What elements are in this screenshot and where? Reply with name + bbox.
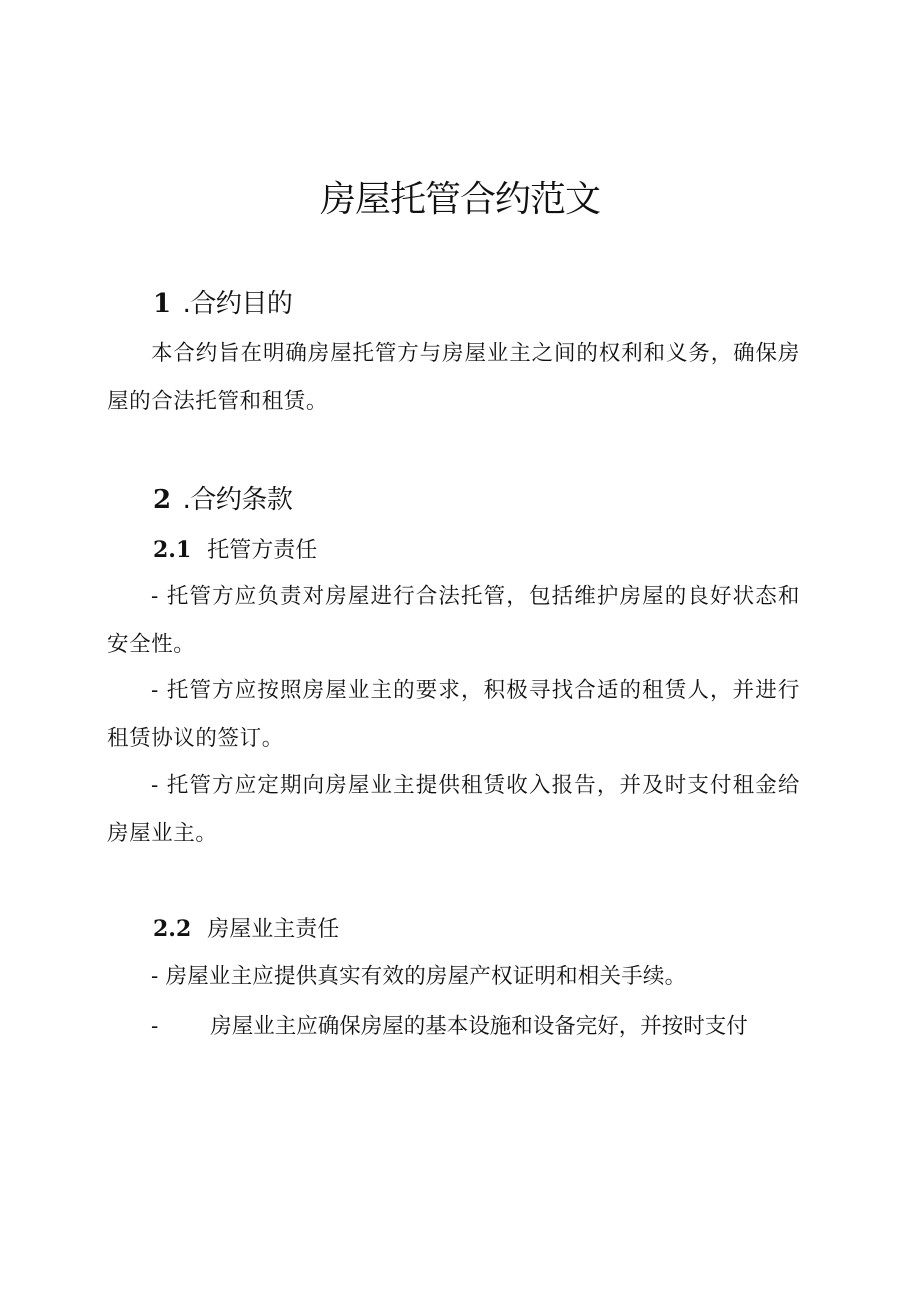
list-item: - 托管方应按照房屋业主的要求，积极寻找合适的租赁人，并进行租赁协议的签订。 [107,678,800,751]
subsection-heading-2-2 [153,914,339,945]
section-heading-1 [153,287,292,321]
list-item-text: 房屋业主应确保房屋的基本设施和设备完好，并按时支付 [210,1014,748,1039]
paragraph: 本合约旨在明确房屋托管方与房屋业主之间的权利和义务，确保房屋的合法托管和租赁。 [107,341,800,414]
subsection-heading-text: 托管方责任 [207,538,318,563]
document-title: 房屋托管合约范文 [319,179,600,220]
list-item: - 托管方应定期向房屋业主提供租赁收入报告，并及时支付租金给房屋业主。 [107,773,800,846]
section-heading-text: .合约目的 [182,289,293,319]
list-item-trailing [107,1003,800,1051]
list-item: - 房屋业主应提供真实有效的房屋产权证明和相关手续。 [151,964,687,989]
subsection-heading-2-1 [153,535,317,566]
section-heading-text: .合约条款 [182,485,293,515]
section-number: 1 [153,289,171,319]
section-number: 2 [153,485,171,515]
section-heading-2 [153,483,292,517]
subsection-number: 2.1 [153,537,192,563]
list-item: - 托管方应负责对房屋进行合法托管，包括维护房屋的良好状态和安全性。 [107,584,800,657]
subsection-heading-text: 房屋业主责任 [207,917,340,942]
subsection-number: 2.2 [153,916,192,942]
list-dash: - [151,1014,159,1039]
